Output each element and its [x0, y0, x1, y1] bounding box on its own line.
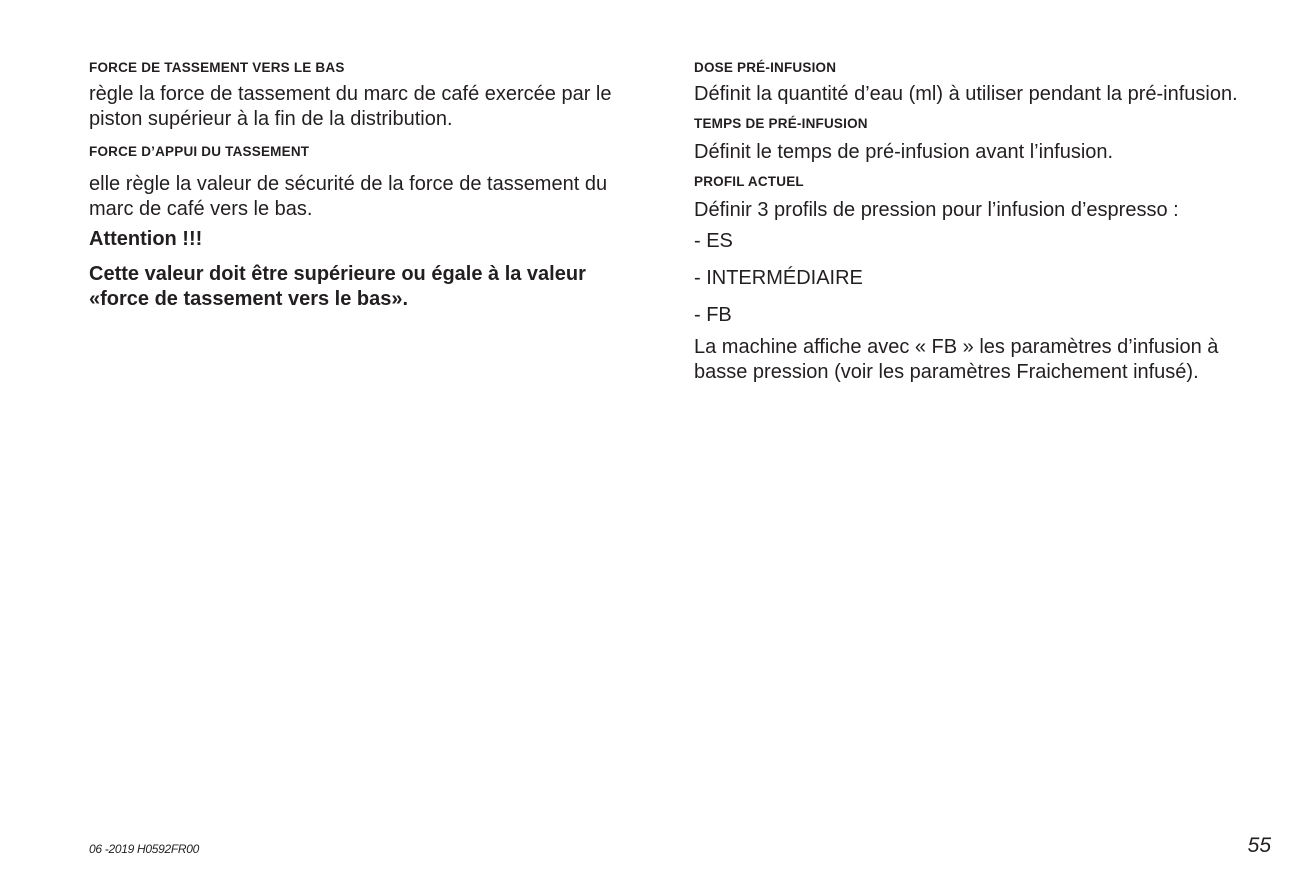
paragraph-tamping-force: règle la force de tassement du marc de café exercée par le piston supérieur à la fin de la distribution. — [89, 83, 612, 130]
paragraph-preinfusion-time: Définit le temps de pré-infusion avant l’infusion. — [694, 141, 1114, 163]
section-heading-current-profile: PROFIL ACTUEL — [694, 174, 804, 189]
right-column — [694, 58, 1274, 385]
section-heading-tamping-force: FORCE DE TASSEMENT VERS LE BAS — [89, 60, 345, 75]
list-item: - INTERMÉDIAIRE — [694, 267, 863, 289]
section-heading-preinfusion-time: TEMPS DE PRÉ-INFUSION — [694, 116, 868, 131]
list-item: - FB — [694, 304, 732, 326]
paragraph-tamping-pressure: elle règle la valeur de sécurité de la force de tassement du marc de café vers le bas. — [89, 173, 608, 220]
paragraph-fb-display: La machine affiche avec « FB » les paramètres d’infusion à basse pression (voir les paramètres Fraichement infusé). — [694, 336, 1219, 383]
paragraph-preinfusion-dose: Définit la quantité d’eau (ml) à utiliser pendant la pré-infusion. — [694, 83, 1238, 105]
left-column — [89, 58, 649, 312]
page-number: 55 — [1247, 834, 1271, 857]
list-item: - ES — [694, 230, 733, 252]
attention-label: Attention !!! — [89, 228, 203, 250]
warning-text: Cette valeur doit être supérieure ou égale à la valeur «force de tassement vers le bas». — [89, 263, 586, 310]
paragraph-current-profile: Définir 3 profils de pression pour l’infusion d’espresso : — [694, 199, 1179, 221]
section-heading-preinfusion-dose: DOSE PRÉ-INFUSION — [694, 60, 837, 75]
section-heading-tamping-pressure: FORCE D’APPUI DU TASSEMENT — [89, 144, 310, 159]
document-code: 06 -2019 H0592FR00 — [89, 842, 200, 856]
